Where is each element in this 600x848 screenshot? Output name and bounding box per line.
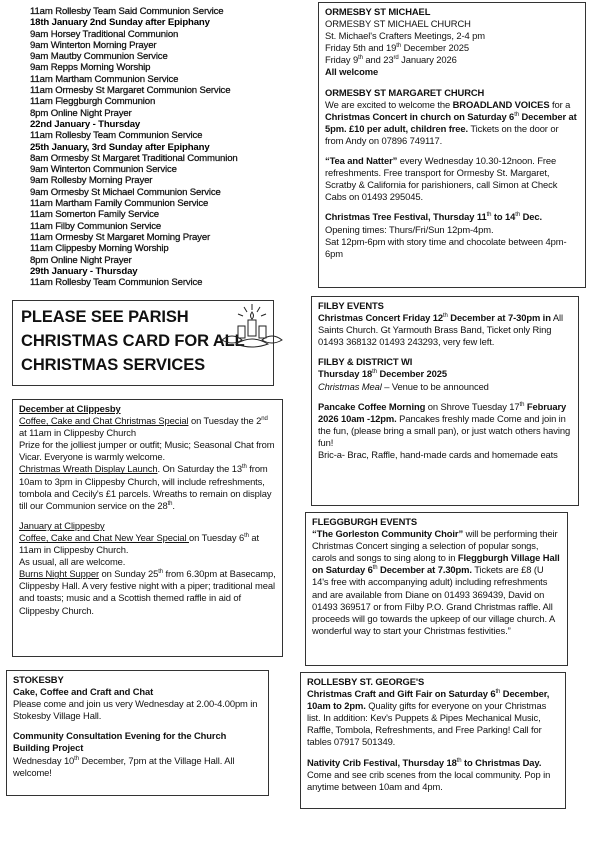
ordinal-suffix: nd (261, 415, 268, 422)
paragraph (307, 757, 559, 793)
ordinal-suffix: th (486, 212, 492, 219)
ordinal-suffix: th (74, 755, 79, 762)
text-segment: As usual, all are welcome. (19, 556, 126, 568)
paragraph (19, 403, 276, 415)
text-segment: . (172, 499, 175, 511)
text-segment: Christmas Meal (318, 380, 382, 392)
paragraph (13, 686, 262, 698)
service-item: 11am Rollesby Team Communion Service (30, 277, 203, 289)
text-segment: every Wednesday 10.30-12noon. Free refreshments. Free transport for Ormesby St. Margaret, Scratby & California for parishioners, call Simon at Check Cabs on 01493 295045. (325, 155, 558, 203)
ordinal-suffix: rd (393, 55, 399, 62)
paragraph (318, 356, 572, 368)
text-segment: St. Michael's Crafters Meetings, 2-4 pm (325, 30, 485, 42)
ordinal-suffix: th (358, 55, 363, 62)
service-item: 11am Rollesby Team Said Communion Service (30, 6, 224, 17)
text-segment: Fleggburgh Village Hall on Saturday 6 (312, 552, 560, 576)
text-segment: Bric-a- Brac, Raffle, hand-made cards and homemade eats (318, 449, 558, 461)
text-segment: Christmas Tree Festival, Thursday 11 (325, 211, 487, 223)
paragraph (19, 532, 276, 617)
ordinal-suffix: th (456, 757, 462, 764)
christmas-candles-icon (218, 302, 286, 350)
text-segment: – Venue to be announced (381, 380, 489, 392)
paragraph (312, 528, 561, 637)
text-segment: Quality gifts for everyone on your Christmas list. In addition: Kev's Puppets & Pipes Mechanical Music, Raffle, Tombola, Refreshments, and Free Parking! Call for tables 07917 501349. (307, 700, 547, 748)
text-segment: on Tuesday the 2 (188, 415, 262, 427)
ordinal-suffix: th (167, 500, 173, 507)
text-segment: Come and see crib scenes from the local community. Pop in anytime between 10am and 4pm. (307, 768, 551, 792)
text-segment: “The Gorleston Community Choir” (312, 528, 464, 540)
service-date-heading: 29th January - Thursday (30, 265, 138, 277)
text-segment: Sat 12pm-6pm with story time and chocolate between 4pm-6pm (325, 235, 567, 259)
text-segment: FLEGGBURGH EVENTS (312, 516, 418, 527)
ordinal-suffix: th (244, 532, 249, 539)
text-segment: February 2026 10am -12pm. (318, 400, 567, 424)
service-item: 11am Filby Communion Service (30, 220, 162, 232)
service-item: 11am Martham Communion Service (30, 73, 179, 85)
text-segment: ORMESBY ST MICHAEL CHURCH (325, 18, 471, 30)
service-item: 8pm Online Night Prayer (30, 107, 132, 119)
text-segment: . On Saturday the 13 (157, 463, 242, 475)
service-schedule-list (30, 6, 295, 288)
service-item: 9am Horsey Traditional Communion (30, 28, 179, 40)
service-item: 11am Ormesby St Margaret Communion Service (30, 85, 231, 97)
paragraph (325, 87, 579, 99)
paragraph (13, 674, 262, 686)
text-segment: will be performing their Christmas Concert singing a selection of popular songs, carols and songs to sing along to in (312, 528, 558, 564)
text-segment: for a (549, 98, 571, 110)
service-date-heading: 18th January 2nd Sunday after Epiphany (30, 17, 210, 29)
paragraph (19, 520, 276, 532)
stokesby-box (6, 670, 269, 796)
text-segment: Tickets are £8 (U 14's free with accompanying adult) including refreshments and are available from Diane on 01493 369439, David on 01493 369517 or from Filby P.O. Grand Christmas raffle. All proceeds will go towards the upkeep of our village church. A wonderful way to start your Christmas festivities.” (312, 564, 555, 636)
ordinal-suffix: th (514, 111, 519, 118)
ordinal-suffix: th (442, 312, 448, 319)
text-segment: Thursday 18 (318, 368, 373, 380)
paragraph (325, 6, 579, 18)
text-segment: to 14 (491, 211, 516, 223)
text-segment: Community Consultation Evening for the Church Building Project (13, 730, 227, 754)
text-segment: December, 10am to 2pm. (307, 688, 550, 712)
clippesby-box (12, 399, 283, 657)
service-item: 11am Clippesby Morning Worship (30, 243, 169, 255)
text-segment: at 11am in Clippesby Church (19, 427, 136, 439)
ordinal-suffix: th (495, 688, 501, 695)
paragraph (307, 688, 559, 748)
ormesby-box (318, 2, 586, 288)
text-segment: on Shrove Tuesday 17 (425, 400, 520, 412)
text-segment: and 23 (362, 54, 394, 66)
text-segment: Dec. (520, 211, 543, 223)
service-item: 9am Rollesby Morning Prayer (30, 175, 153, 187)
service-item: 11am Somerton Family Service (30, 209, 159, 221)
paragraph (318, 368, 572, 380)
service-item: 8am Ormesby St Margaret Traditional Communion (30, 152, 238, 164)
paragraph (307, 676, 559, 688)
text-segment: Friday 5th and 19 (325, 42, 397, 54)
text-segment: Christmas Craft and Gift Fair on Saturday 6 (307, 688, 496, 700)
text-segment: Opening times: Thurs/Fri/Sun 12pm-4pm. (325, 223, 494, 235)
text-segment: BROADLAND VOICES (452, 98, 550, 110)
ordinal-suffix: th (519, 401, 525, 408)
paragraph (325, 66, 579, 78)
text-segment: Wednesday 10 (13, 754, 75, 766)
paragraph (318, 401, 572, 461)
filby-box (311, 296, 579, 506)
service-item: 9am Repps Morning Worship (30, 62, 151, 74)
service-item: 11am Rollesby Team Communion Service (30, 130, 203, 142)
ordinal-suffix: th (372, 369, 377, 376)
text-segment: FILBY EVENTS (318, 300, 384, 311)
service-item: 9am Mautby Communion Service (30, 51, 168, 63)
service-date-heading: 25th January, 3rd Sunday after Epiphany (30, 141, 210, 153)
service-item: 9am Ormesby St Michael Communion Service (30, 186, 221, 198)
paragraph (318, 381, 572, 393)
text-segment: All Saints Church. Gt Yarmouth Brass Band, Ticket only Ring 01493 368132 01493 243293, very few left. (318, 312, 563, 348)
paragraph (325, 155, 579, 203)
notice-line: CHRISTMAS SERVICES (21, 356, 206, 374)
text-segment: We are excited to welcome the (325, 98, 453, 110)
service-item: 8pm Online Night Prayer (30, 254, 132, 266)
text-segment: “Tea and Natter” (325, 155, 398, 167)
notice-line: CHRISTMAS CARD FOR ALL (21, 332, 245, 350)
paragraph (325, 42, 579, 54)
text-segment: December at Clippesby (19, 403, 121, 414)
text-segment: Nativity Crib Festival, Thursday 18 (307, 756, 457, 768)
text-segment: December 2025 (376, 368, 447, 380)
text-segment: Christmas Concert in church on Saturday 6 (325, 110, 515, 122)
ordinal-suffix: th (241, 464, 247, 471)
paragraph (325, 18, 579, 30)
text-segment: ORMESBY ST MARGARET CHURCH (325, 86, 485, 98)
ordinal-suffix: th (158, 569, 164, 576)
ordinal-suffix: th (515, 212, 521, 219)
text-segment: at 11am in Clippesby Church. (19, 531, 260, 556)
text-segment: Friday 9 (325, 54, 359, 66)
text-segment: FILBY & DISTRICT WI (318, 356, 413, 368)
service-item: 11am Martham Family Communion Service (30, 198, 209, 210)
text-segment: January 2026 (398, 54, 457, 66)
text-segment: Pancake Coffee Morning (318, 400, 426, 412)
text-segment: Burns Night Supper (19, 568, 100, 580)
text-segment: from 6.30pm at Basecamp, Clippesby Hall. A very festive night with a piper; traditional meal and toasts; music and a Scottish themed raffle in aid of Clippesby Church. (19, 568, 276, 616)
service-item: 9am Winterton Communion Service (30, 164, 177, 176)
text-segment: December 2025 (401, 42, 469, 54)
text-segment: December, 7pm at the Village Hall. All welcome! (13, 754, 235, 778)
text-segment: on Sunday 25 (99, 568, 159, 580)
paragraph (13, 730, 262, 754)
service-item: 11am Ormesby St Margaret Morning Prayer (30, 231, 211, 243)
paragraph (325, 211, 579, 223)
text-segment: Coffee, Cake and Chat New Year Special (19, 531, 189, 543)
text-segment: Cake, Coffee and Craft and Chat (13, 686, 154, 698)
paragraph (325, 54, 579, 66)
paragraph (325, 30, 579, 42)
text-segment: ROLLESBY ST. GEORGE'S (307, 676, 425, 687)
paragraph (325, 224, 579, 260)
text-segment: December at 7-30pm in (447, 312, 551, 324)
text-segment: January at Clippesby (19, 519, 105, 531)
paragraph (318, 300, 572, 312)
text-segment: ORMESBY ST MICHAEL (325, 6, 431, 17)
text-segment: Coffee, Cake and Chat Christmas Special (19, 415, 189, 427)
service-date-heading: 22nd January - Thursday (30, 118, 141, 130)
text-segment: Christmas Wreath Display Launch (19, 463, 158, 475)
text-segment: STOKESBY (13, 674, 64, 685)
fleggburgh-box (305, 512, 568, 666)
service-item: 9am Winterton Morning Prayer (30, 39, 157, 51)
text-segment: Prize for the jolliest jumper or outfit; Music; Seasonal Chat from Vicar. Everyone is warmly welcome. (19, 439, 275, 463)
paragraph (318, 312, 572, 348)
rollesby-box (300, 672, 566, 809)
paragraph (312, 516, 561, 528)
paragraph (325, 99, 579, 147)
text-segment: from 10am to 3pm in Clippesby Church, will include refreshments, tombola and Cecily's £1 parcels. Wreaths to remain on display till our Communion service on the 28 (19, 463, 272, 511)
text-segment: December at 5pm. £10 per adult, children free. (325, 110, 577, 134)
paragraph (19, 415, 276, 512)
text-segment: All welcome (325, 66, 379, 78)
text-segment: on Tuesday 6 (189, 531, 245, 543)
ordinal-suffix: th (372, 565, 378, 572)
notice-line: PLEASE SEE PARISH (21, 308, 189, 326)
text-segment: Tickets on the door or from Andy on 07896 749117. (325, 122, 559, 146)
text-segment: Pancakes freshly made Come and join in the fun, (please bring a small pan), or just watch others having fun! (318, 412, 571, 448)
text-segment: Please come and join us very Wednesday at 2.00-4.00pm in Stokesby Village Hall. (13, 698, 258, 722)
ordinal-suffix: th (396, 43, 402, 50)
text-segment: Christmas Concert Friday 12 (318, 312, 443, 324)
text-segment: to Christmas Day. (461, 756, 542, 768)
text-segment: December at 7.30pm. (377, 564, 472, 576)
paragraph (13, 698, 262, 722)
service-item: 11am Fleggburgh Communion (30, 96, 156, 108)
paragraph (13, 755, 262, 779)
